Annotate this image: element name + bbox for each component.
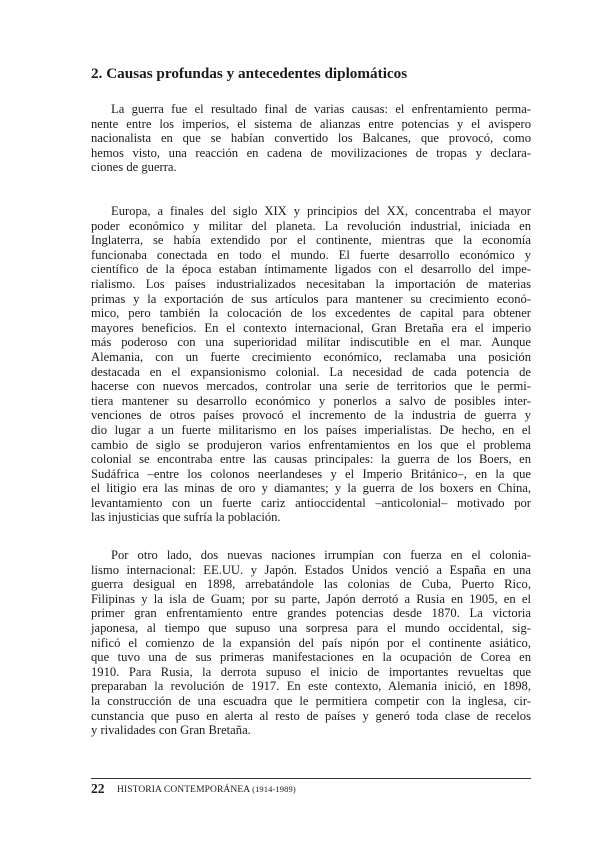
text-line: cambio de siglo se produjeron varios enfrentamientos en los que el problema: [91, 437, 531, 452]
text-line: levantamiento con un fuerte cariz antioccidental –anticolonial– motivado por: [91, 495, 531, 510]
text-line: las injusticias que sufría la población.: [91, 510, 281, 525]
text-line: Filipinas y la isla de Guam; por su parte, Japón derrotó a Rusia en 1905, en el: [91, 591, 531, 606]
text-line: Sudáfrica –entre los colonos neerlandeses y el Imperio Británico–, en la que: [91, 466, 531, 481]
text-line: más poderoso con una superioridad militar indiscutible en el mar. Aunque: [91, 335, 531, 350]
text-line: Inglaterra, se había extendido por el continente, mientras que la economía: [91, 233, 531, 248]
text-line: nente entre los imperios, el sistema de alianzas entre potencias y el avispero: [91, 116, 531, 131]
section-heading: 2. Causas profundas y antecedentes diplomáticos: [91, 65, 408, 82]
text-line: nacionalista en que se habían convertido los Balcanes, que provocó, como: [91, 131, 531, 146]
text-line: tiera mantener su desarrollo económico y ponerlos a salvo de posibles inter-: [91, 393, 531, 408]
text-line: funcionaba conectada en todo el mundo. El fuerte desarrollo económico y: [91, 247, 531, 262]
book-years: (1914-1989): [252, 784, 296, 794]
text-line: la construcción de una escuadra que le permitiera competir con la inglesa, cir-: [91, 693, 531, 708]
text-line: destacada en el expansionismo colonial. La necesidad de cada potencia de: [91, 364, 531, 379]
text-line: lismo internacional: EE.UU. y Japón. Estados Unidos venció a España en una: [91, 562, 531, 577]
text-line: y rivalidades con Gran Bretaña.: [91, 723, 251, 738]
text-line: Alemania, con un fuerte crecimiento económico, reclamaba una posición: [91, 349, 531, 364]
text-line: japonesa, al tiempo que supuso una sorpresa para el mundo occidental, sig-: [91, 620, 531, 635]
text-line: 1910. Para Rusia, la derrota supuso el inicio de importantes revueltas que: [91, 664, 531, 679]
text-line: venciones de otros países provocó el incremento de la industria de guerra y: [91, 408, 531, 423]
text-line: guerra desigual en 1898, arrebatándole las colonias de Cuba, Puerto Rico,: [91, 577, 531, 592]
paragraph-causes: [91, 102, 531, 175]
text-line: científico de la época estaban íntimamente ligados con el desarrollo del impe-: [91, 262, 531, 277]
footer-divider: [91, 778, 531, 779]
text-line: hacerse con nuevos mercados, controlar una serie de territorios que le permi-: [91, 379, 531, 394]
text-line: rialismo. Los países industrializados necesitaban la importación de materias: [91, 276, 531, 291]
text-line: cunstancia que puso en alerta al resto de países y generó toda clase de recelos: [91, 708, 531, 723]
text-line: el litigio era las minas de oro y diamantes; y la guerra de los boxers en China,: [91, 481, 531, 496]
text-line: dio lugar a un fuerte militarismo en los países imperialistas. De hecho, en el: [91, 422, 531, 437]
text-line: Por otro lado, dos nuevas naciones irrumpían con fuerza en el colonia-: [111, 548, 531, 562]
text-line: hemos visto, una reacción en cadena de movilizaciones de tropas y declara-: [91, 145, 531, 160]
text-line: poder económico y militar del planeta. La revolución industrial, iniciada en: [91, 218, 531, 233]
text-line: La guerra fue el resultado final de varias causas: el enfrentamiento perma-: [111, 102, 531, 116]
text-line: ciones de guerra.: [91, 160, 177, 175]
paragraph-europe: [91, 204, 531, 525]
book-title: HISTORIA CONTEMPORÁNEA: [117, 785, 250, 795]
text-line: preparaban la revolución de 1917. En este contexto, Alemania inició, en 1898,: [91, 679, 531, 694]
text-line: primer gran enfrentamiento entre grandes potencias desde 1870. La victoria: [91, 606, 531, 621]
text-line: que tuvo una de sus primeras manifestaciones en la ocupación de Corea en: [91, 650, 531, 665]
text-line: Europa, a finales del siglo XIX y principios del XX, concentraba el mayor: [111, 204, 531, 218]
text-line: mayores beneficios. En el contexto internacional, Gran Bretaña era el imperio: [91, 320, 531, 335]
text-line: nificó el comienzo de la expansión del país nipón por el continente asiático,: [91, 635, 531, 650]
running-head: [117, 783, 296, 796]
text-line: primas y la exportación de sus artículos para mantener su crecimiento econó-: [91, 291, 531, 306]
paragraph-new-nations: [91, 548, 531, 738]
page-number: 22: [91, 781, 105, 796]
text-line: mico, pero también la colocación de los excedentes de capital para obtener: [91, 306, 531, 321]
text-line: colonial se encontraba entre las causas principales: la guerra de los Boers, en: [91, 452, 531, 467]
